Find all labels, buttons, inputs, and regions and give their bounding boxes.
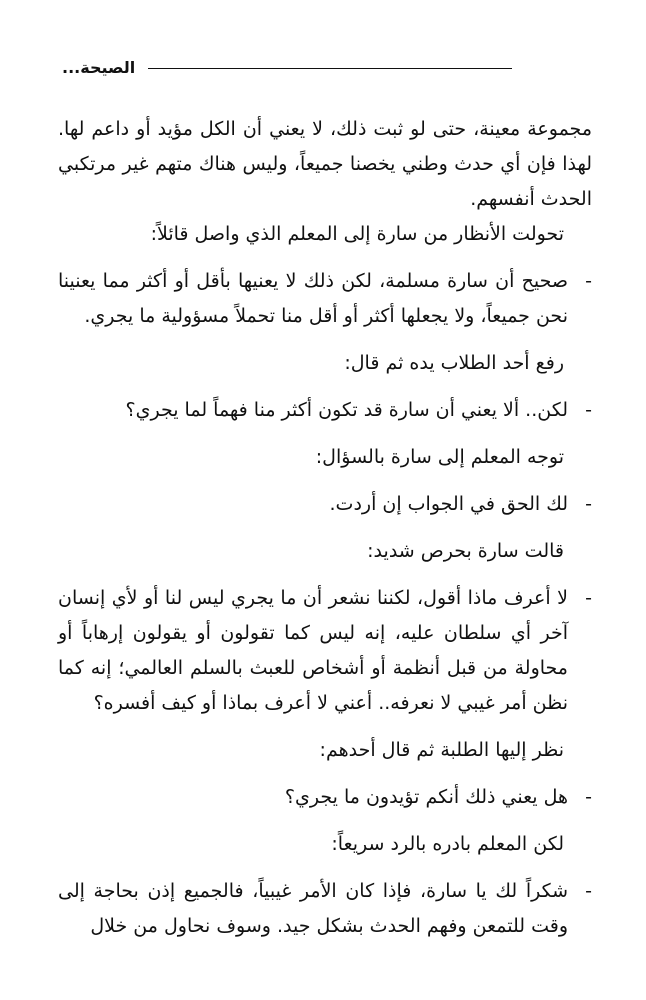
paragraph-text: لكن.. ألا يعني أن سارة قد تكون أكثر منا فهماً لما يجري؟ bbox=[125, 399, 568, 421]
narration-paragraph bbox=[58, 827, 592, 862]
dialogue-dash: - bbox=[585, 587, 592, 609]
dialogue-paragraph bbox=[58, 393, 592, 428]
paragraph-text: تحولت الأنظار من سارة إلى المعلم الذي واصل قائلاً: bbox=[150, 223, 564, 245]
dialogue-dash: - bbox=[585, 880, 592, 902]
dialogue-paragraph bbox=[58, 581, 592, 721]
dialogue-dash: - bbox=[585, 493, 592, 515]
paragraph-continuation bbox=[58, 112, 592, 217]
dialogue-paragraph bbox=[58, 874, 592, 944]
paragraph-text: نظر إليها الطلبة ثم قال أحدهم: bbox=[319, 739, 564, 761]
paragraph-text: توجه المعلم إلى سارة بالسؤال: bbox=[315, 446, 564, 468]
body-text bbox=[58, 112, 592, 944]
dialogue-paragraph bbox=[58, 780, 592, 815]
paragraph-text: صحيح أن سارة مسلمة، لكن ذلك لا يعنيها بأقل أو أكثر مما يعنينا نحن جميعاً، ولا يجعلها أكثر أو أقل منا تحملاً مسؤولية ما يجري. bbox=[58, 270, 568, 327]
dialogue-dash: - bbox=[585, 399, 592, 421]
narration-paragraph bbox=[58, 733, 592, 768]
dialogue-dash: - bbox=[585, 270, 592, 292]
dialogue-paragraph bbox=[58, 487, 592, 522]
header-rule bbox=[148, 68, 512, 69]
narration-paragraph bbox=[58, 534, 592, 569]
paragraph-text: لكن المعلم بادره بالرد سريعاً: bbox=[331, 833, 564, 855]
narration-paragraph bbox=[58, 440, 592, 475]
paragraph-text: هل يعني ذلك أنكم تؤيدون ما يجري؟ bbox=[284, 786, 568, 808]
paragraph-text: شكراً لك يا سارة، فإذا كان الأمر غيبياً، فالجميع إذن بحاجة إلى وقت للتمعن وفهم الحدث بشكل جيد. وسوف نحاول من خلال bbox=[58, 880, 568, 937]
dialogue-dash: - bbox=[585, 786, 592, 808]
header-title: الصيحة... bbox=[62, 58, 136, 77]
paragraph-text: مجموعة معينة، حتى لو ثبت ذلك، لا يعني أن الكل مؤيد أو داعم لها. لهذا فإن أي حدث وطني يخصنا جميعاً، وليس هناك متهم غير مرتكبي الحدث أنفسهم. bbox=[58, 118, 592, 210]
paragraph-text: لك الحق في الجواب إن أردت. bbox=[329, 493, 568, 515]
dialogue-paragraph bbox=[58, 264, 592, 334]
paragraph-text: لا أعرف ماذا أقول، لكننا نشعر أن ما يجري ليس لنا أو لأي إنسان آخر أي سلطان عليه، إنه ليس كما تقولون أو يقولون إرهاباً أو محاولة من قبل أنظمة أو أشخاص للعبث بالسلم العالمي؛ إنه كما نظن أمر غيبي لا نعرفه.. أعني لا أعرف بماذا أو كيف أفسره؟ bbox=[58, 587, 568, 714]
running-header bbox=[62, 58, 512, 82]
narration-paragraph bbox=[58, 217, 592, 252]
paragraph-text: رفع أحد الطلاب يده ثم قال: bbox=[344, 352, 564, 374]
paragraph-text: قالت سارة بحرص شديد: bbox=[367, 540, 564, 562]
narration-paragraph bbox=[58, 346, 592, 381]
